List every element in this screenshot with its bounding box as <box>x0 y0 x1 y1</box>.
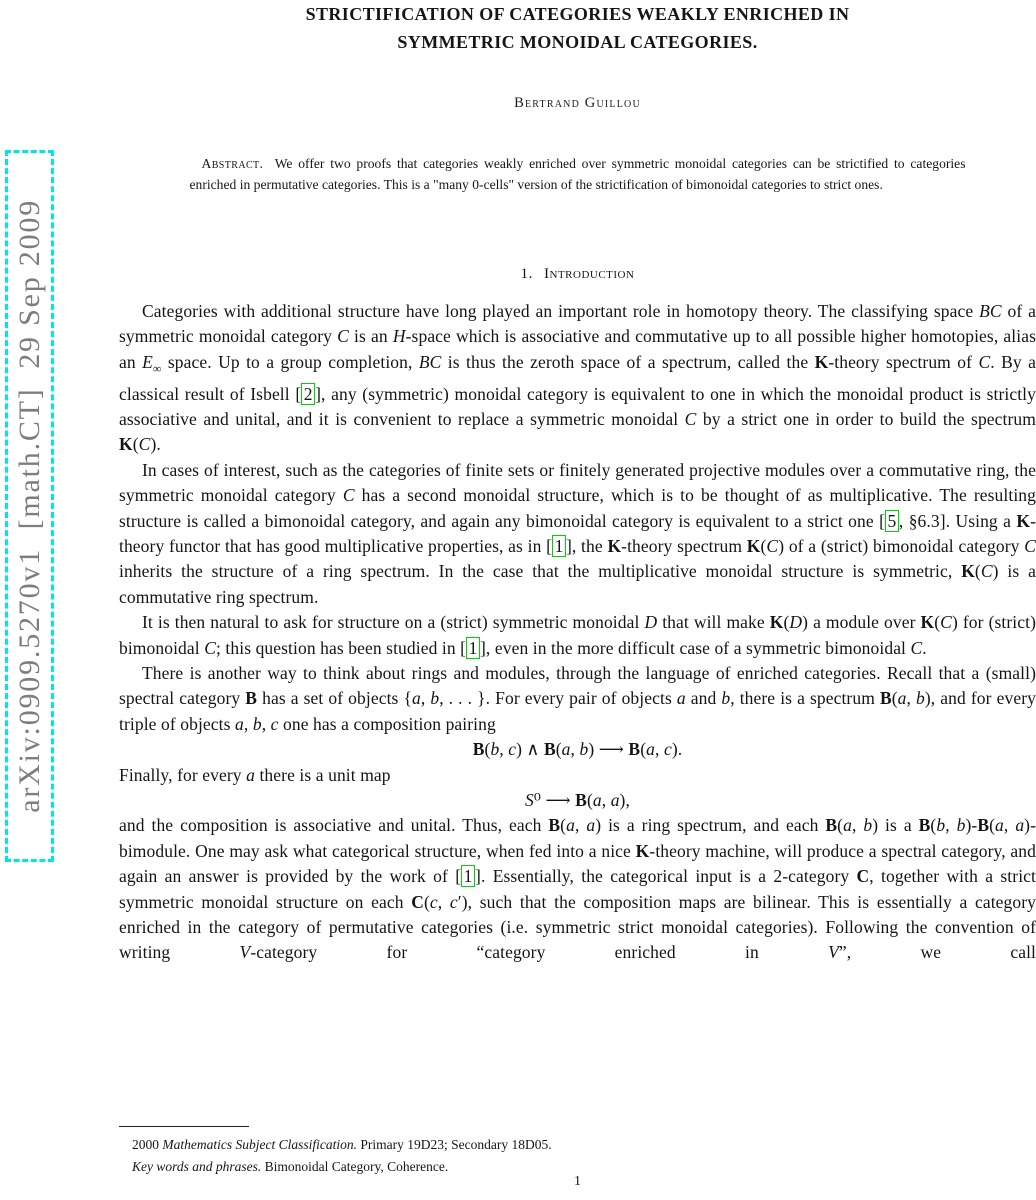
author-name: Bertrand Guillou <box>514 95 641 111</box>
paragraph-1: Categories with additional structure have long played an important role in homotopy theory. The classifying space BC of a symmetric monoidal category C is an H-space which is associative and commutative up to all possible higher homotopies, alias an $E_\infty$ space. Up to a group completion, BC is thus the zeroth space of a spectrum, called the K-theory spectrum of C. By a classical result of Isbell [ 2 ], any (symmetric) monoidal category is equivalent to one in which the monoidal product is strictly associative and unital, and it is convenient to replace a symmetric monoidal C by a strict one in order to build the spectrum K(C). <box>119 300 1036 455</box>
paper-title-line-1: STRICTIFICATION OF CATEGORIES WEAKLY ENRICHED IN <box>305 4 850 24</box>
paragraph-6: and the composition is associative and unital. Thus, each B(a, a) is a ring spectrum, and each B(a, b) is a B(b, b)-B(a, a)-bimodule. One may ask what categorical structure, when fed into a nice K-theory machine, will produce a spectral category, and again an answer is provided by the work of [ 1 ]. Essentially, the categorical input is a 2-category C, together with a strict symmetric monoidal structure on each C(c, c′), such that the composition maps are bilinear. This is essentially a category enriched in the category of permutative categories (i.e. symmetric strict monoidal categories). Following the convention of writing V-category for “category enriched in V”, we call <box>119 815 1036 963</box>
footnote-rule <box>119 1126 249 1127</box>
abstract-label: Abstract. <box>201 156 264 171</box>
paragraph-4: There is another way to think about rings and modules, through the language of enriched categories. Recall that a (small) spectral category B has a set of objects {a, b, . . . }. For every pair of objects a and b, there is a spectrum B(a, b), and for every triple of objects a, b, c one has a composition pairing <box>119 663 1036 734</box>
footnote-keywords: Key words and phrases. Bimonoidal Category, Coherence. <box>132 1159 449 1174</box>
text-column <box>119 0 1036 966</box>
section-heading-introduction <box>119 265 1036 283</box>
arxiv-watermark <box>5 150 54 862</box>
arxiv-watermark-text: arXiv:0909.5270v1 [math.CT] 29 Sep 2009 <box>12 199 46 813</box>
section-title: Introduction <box>543 264 635 282</box>
paper-title-line-2: SYMMETRIC MONOIDAL CATEGORIES. <box>397 31 758 52</box>
section-number: 1. <box>520 264 533 282</box>
abstract-text: We offer two proofs that categories weakly enriched over symmetric monoidal categories can be strictified to categories enriched in permutative categories. This is a "many 0-cells" version of the strictification of bimonoidal categories to strict ones. <box>189 156 966 193</box>
paragraph-5: Finally, for every a there is a unit map <box>119 764 391 785</box>
footnote-block <box>119 1126 1036 1178</box>
citation-link[interactable]: 5 <box>885 510 899 532</box>
citation-link[interactable]: 1 <box>552 535 566 557</box>
abstract <box>190 153 966 196</box>
citation-link[interactable]: 2 <box>301 383 315 405</box>
display-equation-composition: B(b, c) ∧ B(a, b) ⟶ B(a, c). <box>472 739 683 760</box>
paragraph-2: In cases of interest, such as the categories of finite sets or finitely generated projective modules over a commutative ring, the symmetric monoidal category C has a second monoidal structure, which is to be thought of as multiplicative. The resulting structure is called a bimonoidal category, and again any bimonoidal category is equivalent to a strict one [ 5 , §6.3]. Using a K-theory functor that has good multiplicative properties, as in [ 1 ], the K-theory spectrum K(C) of a (strict) bimonoidal category C inherits the structure of a ring spectrum. In the case that the multiplicative monoidal structure is symmetric, K(C) is a commutative ring spectrum. <box>119 459 1036 607</box>
page-number: 1 <box>574 1174 581 1189</box>
paragraph-3: It is then natural to ask for structure on a (strict) symmetric monoidal D that will make K(D) a module over K(C) for (strict) bimonoidal C; this question has been studied in [ 1 ], even in the more difficult case of a symmetric bimonoidal C. <box>119 612 1036 658</box>
display-equation-unit-map: S⁰ ⟶ B(a, a), <box>525 790 630 811</box>
body-text <box>119 299 1036 966</box>
citation-link[interactable]: 1 <box>461 865 475 887</box>
footnote-msc: 2000 Mathematics Subject Classification. Primary 19D23; Secondary 18D05. <box>132 1137 552 1152</box>
paper-title <box>119 1 1036 56</box>
citation-link[interactable]: 1 <box>466 637 480 659</box>
